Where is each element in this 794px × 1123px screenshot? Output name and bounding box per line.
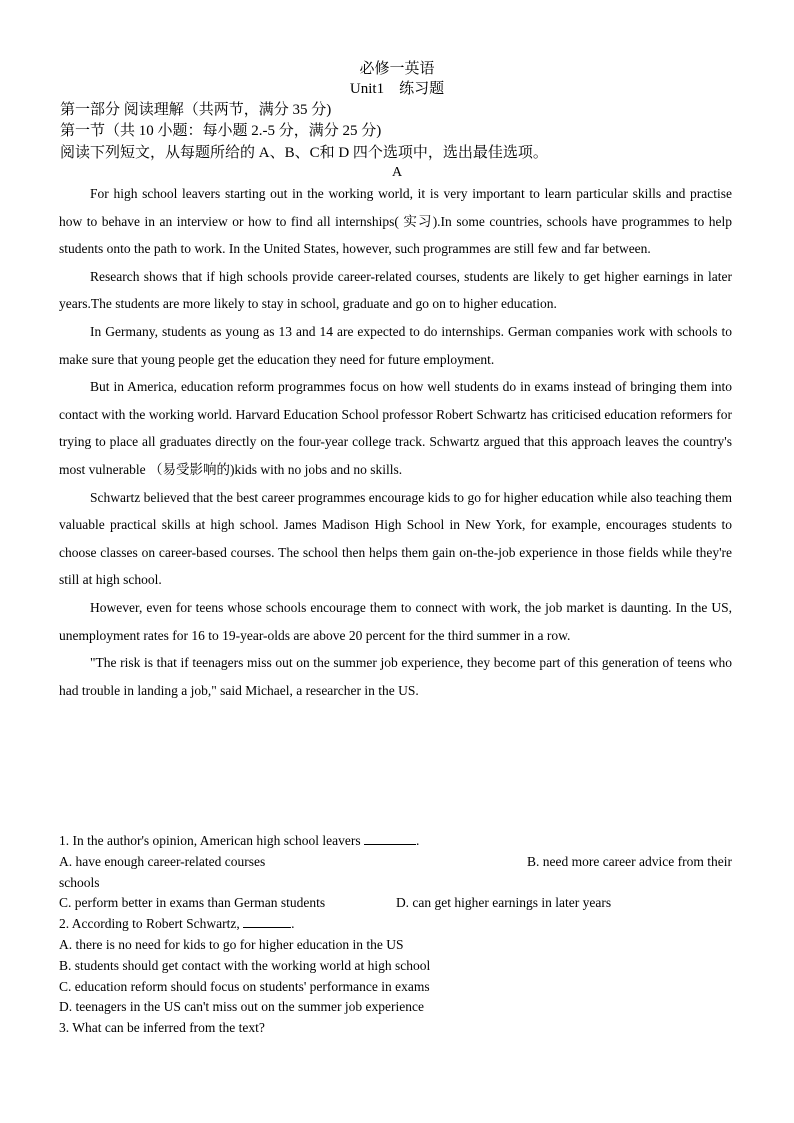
option-b[interactable]: B. students should get contact with the working world at high school [59, 957, 431, 973]
option-d[interactable]: D. can get higher earnings in later years [395, 895, 612, 911]
option-d[interactable]: D. teenagers in the US can't miss out on the summer job experience [59, 999, 424, 1015]
paragraph: In Germany, students as young as 13 and 14 are expected to do internships. German companies work with schools to make sure that young people get the education they need for future employment. [59, 323, 732, 367]
paragraph: Research shows that if high schools provide career-related courses, students are likely to get higher earnings in later years.The students are more likely to stay in school, graduate and go on to higher education. [59, 268, 732, 312]
option-b-continued: schools [59, 874, 100, 890]
option-a[interactable]: A. have enough career-related courses [59, 853, 266, 869]
part-heading: 第一部分 阅读理解（共两节，满分 35 分) [60, 102, 332, 118]
option-b[interactable]: B. need more career advice from their [526, 853, 732, 869]
answer-blank[interactable] [364, 831, 416, 845]
question-3-stem: 3. What can be inferred from the text? [59, 1020, 265, 1036]
paragraph: However, even for teens whose schools encourage them to connect with work, the job market is daunting. In the US, unemployment rates for 16 to 19-year-olds are above 20 percent for the third summer in a row. [59, 599, 732, 643]
section-heading: 第一节（共 10 小题：每小题 2.-5 分，满分 25 分) [60, 123, 382, 139]
paragraph: Schwartz believed that the best career programmes encourage kids to go for higher education while also teaching them valuable practical skills at high school. James Madison High School in New York, for example, encourages students to choose classes on career-based courses. The school then helps them gain on-the-job experience in those fields while they're still at high school. [59, 489, 732, 588]
answer-blank[interactable] [243, 914, 291, 928]
question-1-options-cd [59, 893, 732, 914]
instruction-text: 阅读下列短文，从每题所给的 A、B、C和 D 四个选项中，选出最佳选项。 [60, 145, 548, 161]
passage-label: A [391, 165, 403, 180]
paragraph: "The risk is that if teenagers miss out on the summer job experience, they become part of this generation of teens who had trouble in landing a job," said Michael, a researcher in the US. [59, 655, 732, 698]
question-1-stem: 1. In the author's opinion, American high school leavers . [59, 833, 420, 848]
passage-body [59, 180, 732, 704]
question-2-stem: 2. According to Robert Schwartz, . [59, 916, 295, 932]
question-list [59, 831, 732, 1039]
paragraph: For high school leavers starting out in the working world, it is very important to learn particular skills and practise how to behave in an interview or how to find all internships( 实习).In some countries, schools have programmes to help students onto the path to work. In the United States, however, such programmes are still few and far between. [59, 186, 732, 257]
question-1-options-ab [59, 852, 732, 873]
option-a[interactable]: A. there is no need for kids to go for higher education in the US [59, 936, 404, 952]
unit-subtitle: Unit1 练习题 [349, 81, 445, 97]
option-c[interactable]: C. perform better in exams than German students [59, 895, 326, 911]
paragraph: But in America, education reform programmes focus on how well students do in exams instead of bringing them into contact with the working world. Harvard Education School professor Robert Schwartz has criticised education reformers for trying to place all graduates directly on the four-year college track. Schwartz argued that this approach leaves the country's most vulnerable （易受影响的)kids with no jobs and no skills. [59, 379, 732, 477]
option-c[interactable]: C. education reform should focus on students' performance in exams [59, 978, 430, 994]
document-title: 必修一英语 [359, 61, 435, 77]
